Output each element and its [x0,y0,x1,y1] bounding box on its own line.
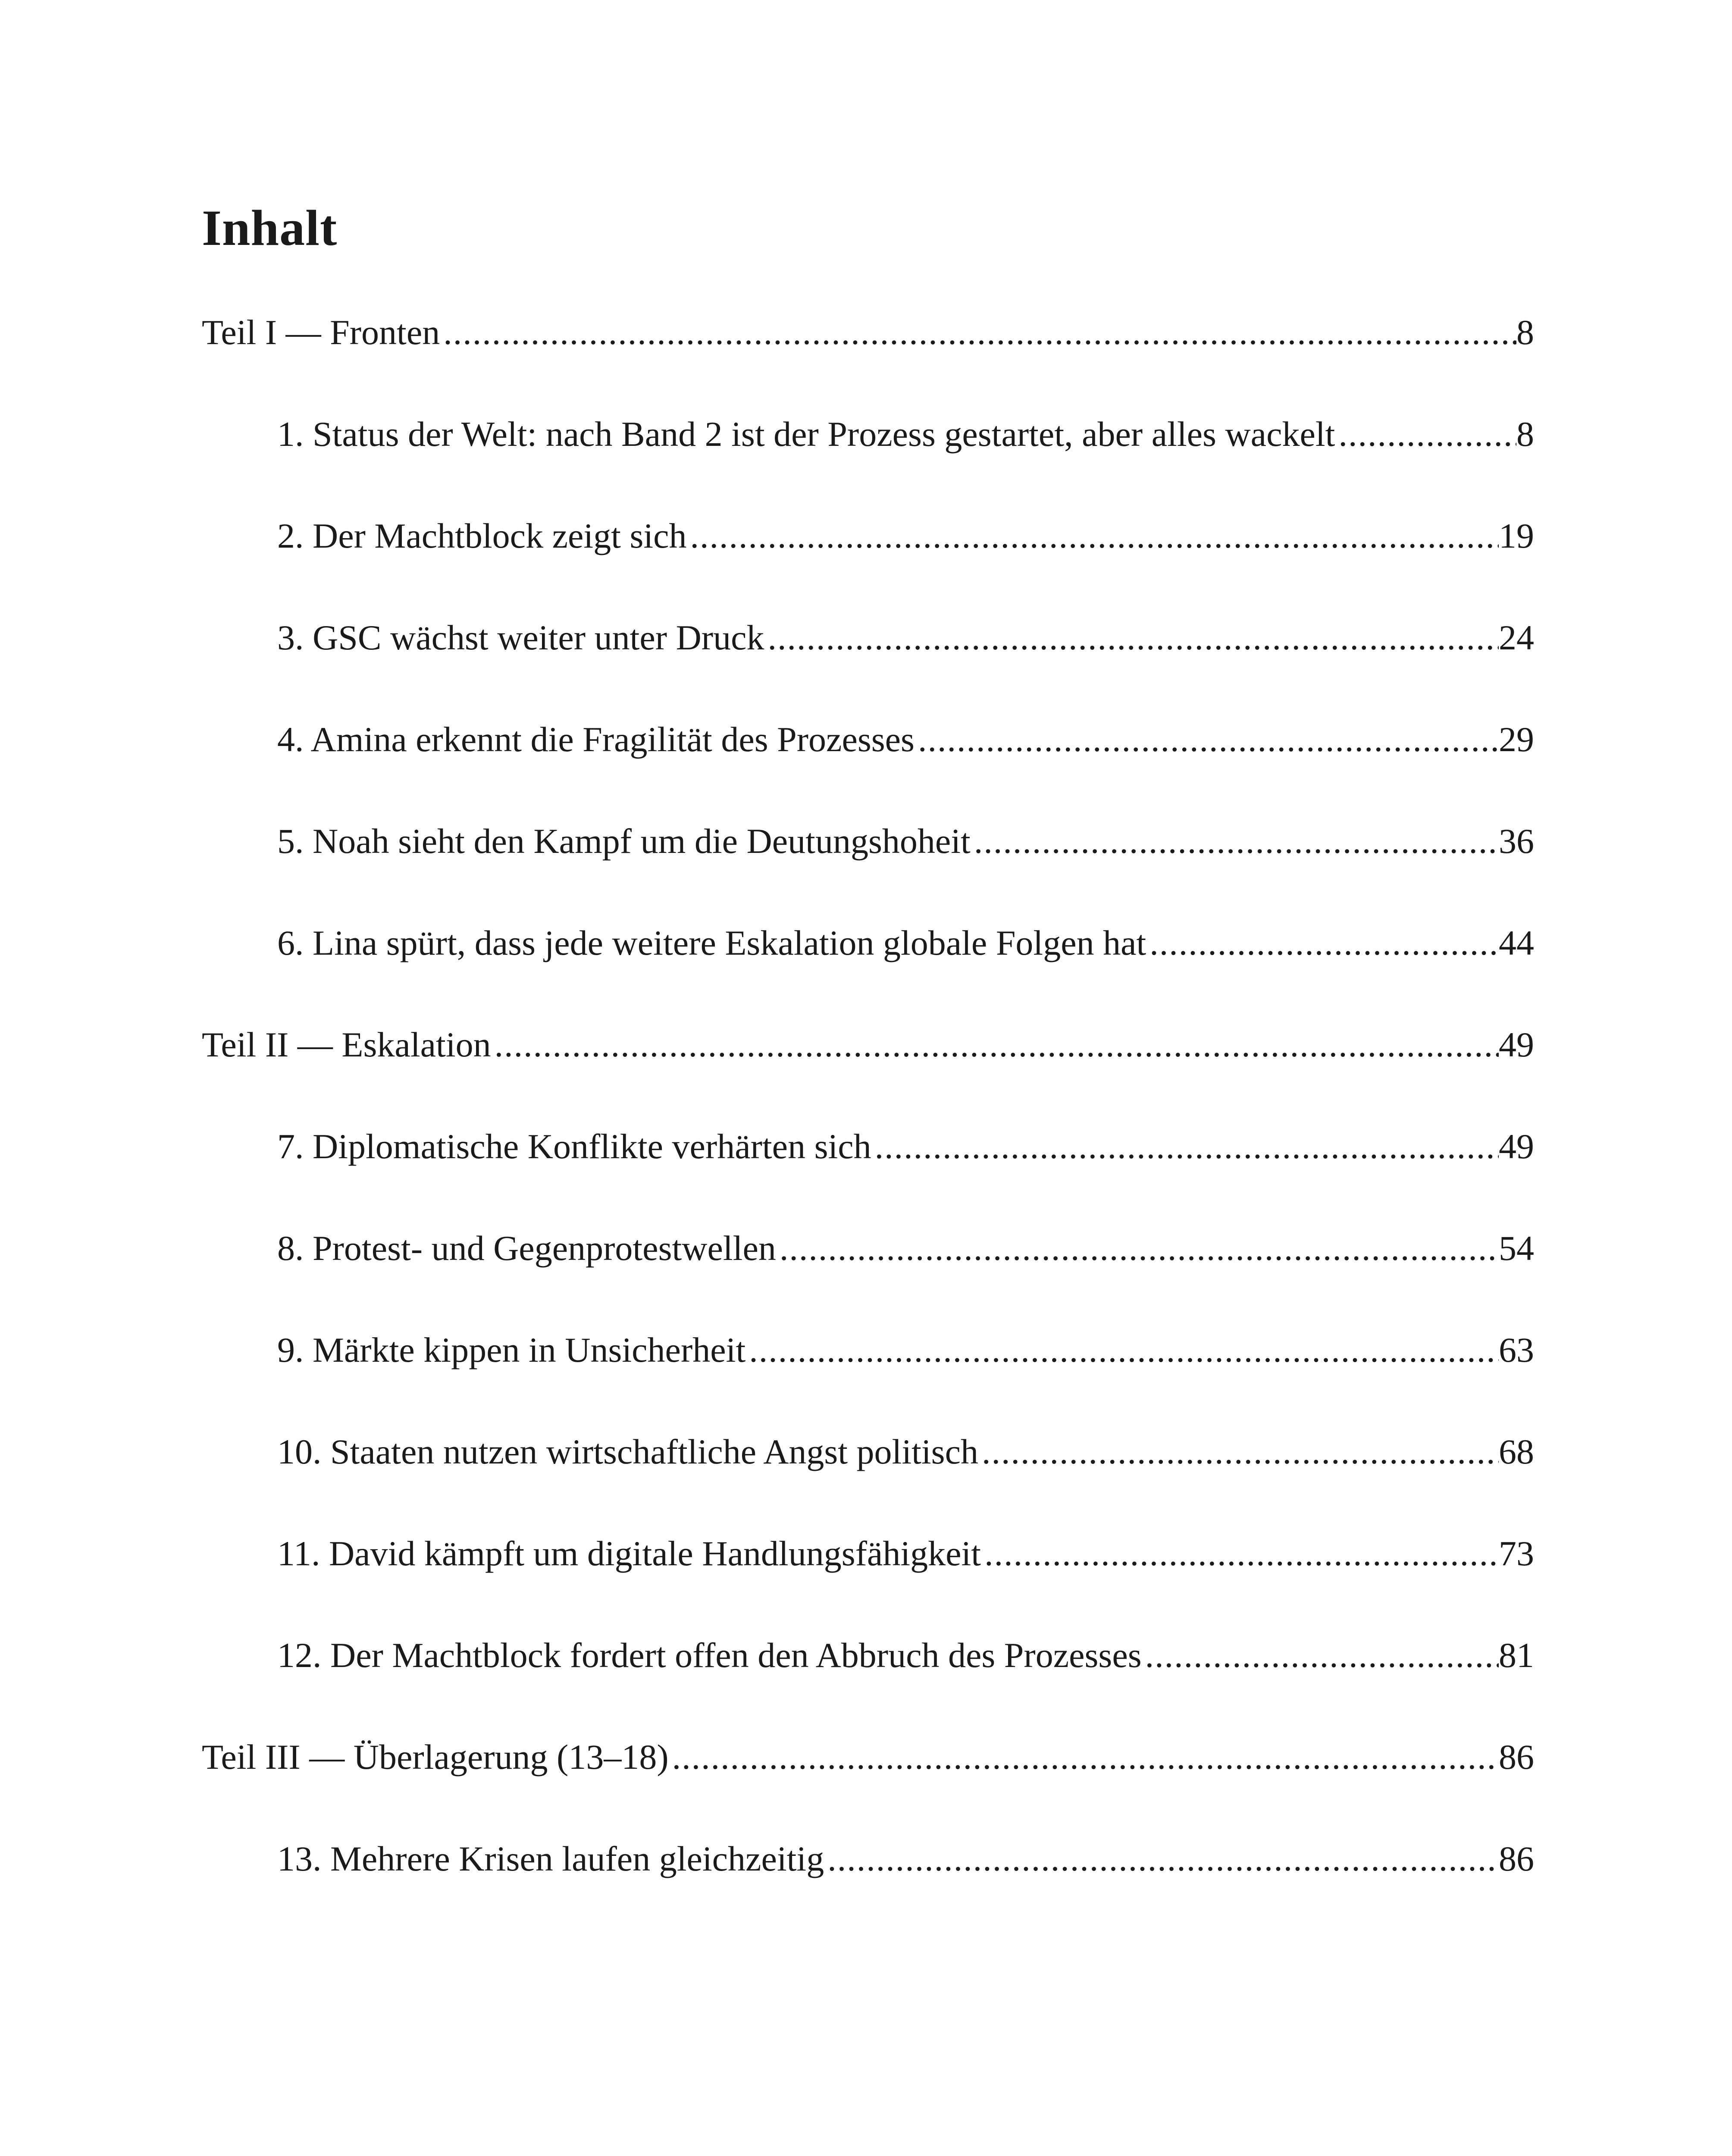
toc-page-number: 8 [1516,414,1534,454]
toc-dot-leader [749,1332,1499,1368]
toc-entry-chapter[interactable] [202,722,1534,824]
toc-entry-chapter[interactable] [202,821,1534,925]
toc-page-number: 86 [1499,1737,1534,1777]
toc-page-number: 44 [1499,923,1534,962]
toc-page-number: 49 [1499,1127,1534,1166]
toc-entry-part[interactable] [202,1027,1534,1129]
toc-dot-leader [780,1231,1499,1266]
toc-entry-title: 5. Noah sieht den Kampf um die Deutungshoheit [277,821,971,861]
toc-page-number: 54 [1499,1228,1534,1268]
toc-page-number: 73 [1499,1534,1534,1573]
toc-entry-title: 12. Der Machtblock fordert offen den Abbruch des Prozesses [277,1636,1142,1675]
toc-dot-leader [768,620,1499,655]
toc-entry-chapter[interactable] [202,1638,1534,1739]
toc-dot-leader [1338,417,1516,452]
toc-entry-title: 8. Protest- und Gegenprotestwellen [277,1228,776,1268]
toc-page-number: 24 [1499,618,1534,657]
toc-entry-chapter[interactable] [202,925,1534,1027]
toc-dot-leader [495,1027,1499,1062]
toc-entry-title: 4. Amina erkennt die Fragilität des Prozesses [277,720,915,759]
toc-page-number: 19 [1499,516,1534,555]
toc-entry-chapter[interactable] [202,1536,1534,1638]
toc-dot-leader [690,518,1499,554]
toc-entry-chapter[interactable] [202,1332,1534,1434]
toc-page-number: 63 [1499,1330,1534,1369]
toc-entry-chapter[interactable] [202,1841,1534,1943]
toc-entry-title: 13. Mehrere Krisen laufen gleichzeitig [277,1839,824,1878]
toc-entry-chapter[interactable] [202,1228,1534,1332]
toc-entry-title: 10. Staaten nutzen wirtschaftliche Angst politisch [277,1432,978,1471]
toc-dot-leader [982,1434,1499,1470]
toc-dot-leader [984,1536,1499,1571]
toc-entry-title: 2. Der Machtblock zeigt sich [277,516,687,555]
toc-page-number: 8 [1516,313,1534,352]
toc-entry-title: 6. Lina spürt, dass jede weitere Eskalation globale Folgen hat [277,923,1146,962]
toc-dot-leader [443,315,1516,350]
toc-dot-leader [875,1129,1499,1164]
toc-entry-part[interactable] [202,315,1534,417]
toc-entry-chapter[interactable] [202,620,1534,722]
toc-page-number: 49 [1499,1025,1534,1064]
toc-entry-title: 3. GSC wächst weiter unter Druck [277,618,764,657]
toc-dot-leader [918,722,1499,757]
toc-entry-chapter[interactable] [202,518,1534,620]
toc-entry-part[interactable] [202,1739,1534,1841]
toc-dot-leader [1145,1638,1499,1673]
toc-dot-leader [827,1841,1499,1877]
toc-entry-title: 1. Status der Welt: nach Band 2 ist der Prozess gestartet, aber alles wackelt [277,414,1335,454]
toc-dot-leader [672,1739,1499,1775]
toc-entry-chapter[interactable] [202,1434,1534,1536]
toc-entry-title: Teil II — Eskalation [202,1025,491,1064]
toc-entry-title: 9. Märkte kippen in Unsicherheit [277,1330,746,1369]
toc-entry-title: 11. David kämpft um digitale Handlungsfähigkeit [277,1534,981,1573]
toc-page-number: 36 [1499,821,1534,861]
toc-heading: Inhalt [202,200,338,256]
toc-page-number: 81 [1499,1636,1534,1675]
toc-entry-title: Teil I — Fronten [202,313,440,352]
toc-entry-title: 7. Diplomatische Konflikte verhärten sich [277,1127,871,1166]
toc-page-number: 68 [1499,1432,1534,1471]
toc-entry-chapter[interactable] [202,1129,1534,1231]
toc-page-number: 29 [1499,720,1534,759]
toc-entry-chapter[interactable] [202,414,1534,518]
toc-entry-title: Teil III — Überlagerung (13–18) [202,1737,669,1777]
toc-dot-leader [974,824,1499,859]
toc-page-number: 86 [1499,1839,1534,1878]
table-of-contents [202,315,1534,1943]
toc-dot-leader [1149,925,1499,961]
